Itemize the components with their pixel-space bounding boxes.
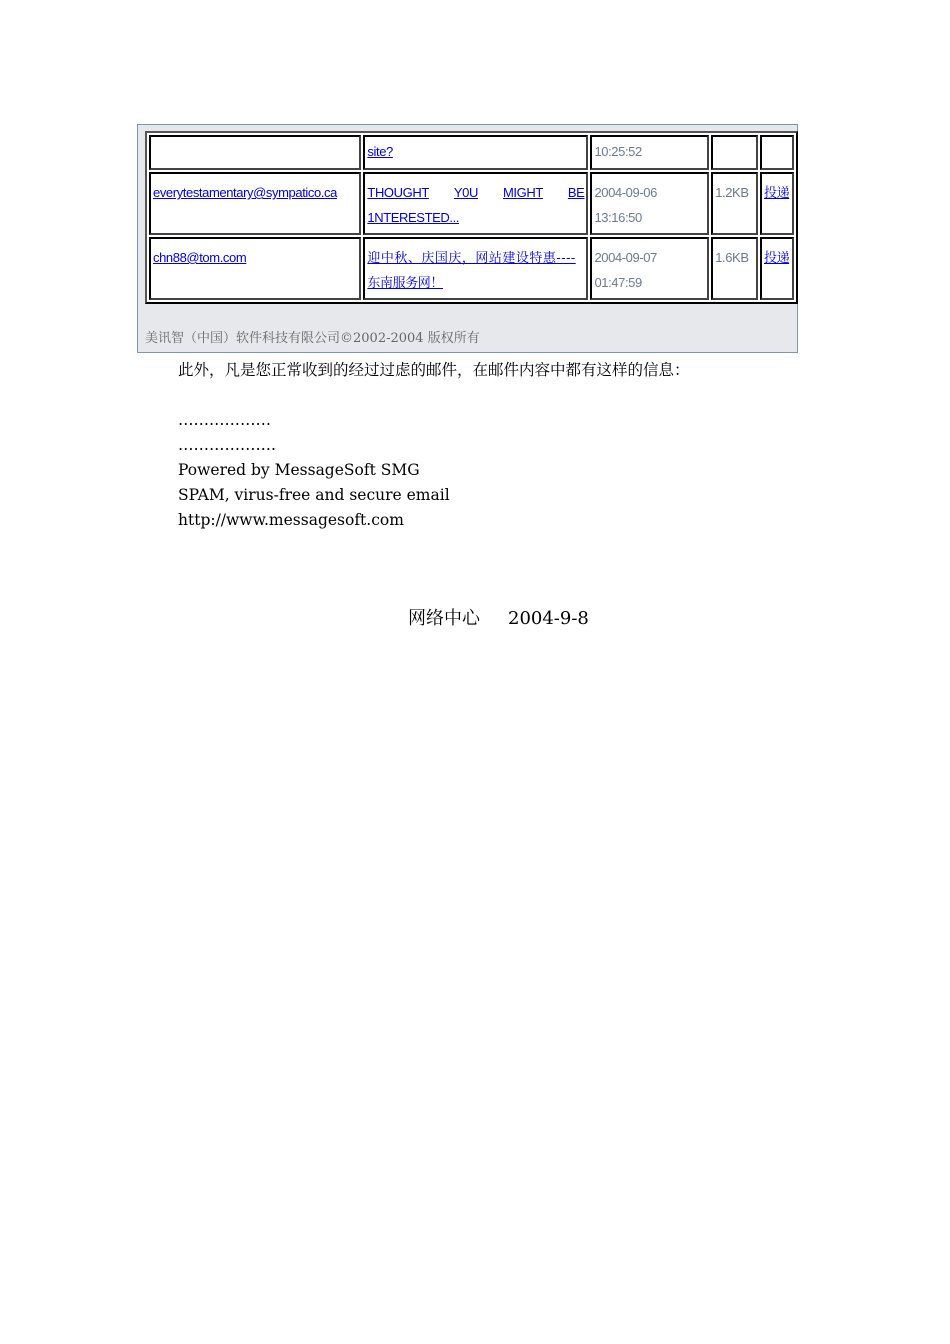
subject-link[interactable] xyxy=(367,180,584,230)
body-text xyxy=(178,358,690,533)
subject-line-1: 迎中秋、庆国庆，网站建设特惠---- xyxy=(367,250,576,265)
powered-by-line: Powered by MessageSoft SMG xyxy=(178,461,420,479)
intro-paragraph: 此外，凡是您正常收到的经过过虑的邮件，在邮件内容中都有这样的信息： xyxy=(178,361,690,379)
subject-link[interactable] xyxy=(367,245,584,295)
size-text: 1.2KB xyxy=(715,185,749,200)
table-row xyxy=(149,135,794,170)
url-line: http://www.messagesoft.com xyxy=(178,511,404,529)
copyright-text: 美讯智（中国）软件科技有限公司©2002-2004 版权所有 xyxy=(145,331,480,346)
from-cell xyxy=(149,237,361,300)
from-cell xyxy=(149,135,361,170)
subject-cell xyxy=(363,237,588,300)
subject-word: THOUGHT xyxy=(367,185,429,200)
action-cell xyxy=(760,172,794,235)
subject-word: BE xyxy=(567,185,585,200)
date-cell xyxy=(590,237,709,300)
size-cell xyxy=(711,172,758,235)
mail-list-panel xyxy=(137,124,798,353)
mail-table xyxy=(145,131,798,304)
date-cell xyxy=(590,172,709,235)
ellipsis-line-1: ……………… xyxy=(178,411,271,429)
date-cell xyxy=(590,135,709,170)
size-text: 1.6KB xyxy=(715,250,749,265)
from-link[interactable]: chn88@tom.com xyxy=(153,250,247,265)
subject-word: Y0U xyxy=(453,185,478,200)
spam-line: SPAM, virus-free and secure email xyxy=(178,486,450,504)
subject-line-2: 东南服务网！ xyxy=(367,275,444,290)
action-cell xyxy=(760,237,794,300)
time-text: 01:47:59 xyxy=(594,275,642,290)
subject-cell xyxy=(363,172,588,235)
ellipsis-line-2: ………………. xyxy=(178,436,276,454)
from-cell xyxy=(149,172,361,235)
deliver-link[interactable]: 投递 xyxy=(763,250,790,265)
action-cell xyxy=(760,135,794,170)
date-text: 2004-09-06 xyxy=(594,185,657,200)
deliver-link[interactable]: 投递 xyxy=(763,185,790,200)
signoff-date: 2004-9-8 xyxy=(508,608,589,629)
date-text: 2004-09-07 xyxy=(594,250,657,265)
table-row xyxy=(149,172,794,235)
blank-line xyxy=(178,383,690,408)
subject-link[interactable]: site? xyxy=(367,144,393,159)
from-link[interactable]: everytestamentary@sympatico.ca xyxy=(153,185,337,200)
subject-line-1 xyxy=(367,180,584,205)
size-cell xyxy=(711,135,758,170)
subject-cell xyxy=(363,135,588,170)
table-row xyxy=(149,237,794,300)
time-text: 10:25:52 xyxy=(594,144,642,159)
time-text: 13:16:50 xyxy=(594,210,642,225)
subject-word: MIGHT xyxy=(502,185,543,200)
department-name: 网络中心 xyxy=(408,608,480,629)
size-cell xyxy=(711,237,758,300)
subject-line-2: 1NTERESTED... xyxy=(367,210,460,225)
signoff xyxy=(408,604,589,630)
